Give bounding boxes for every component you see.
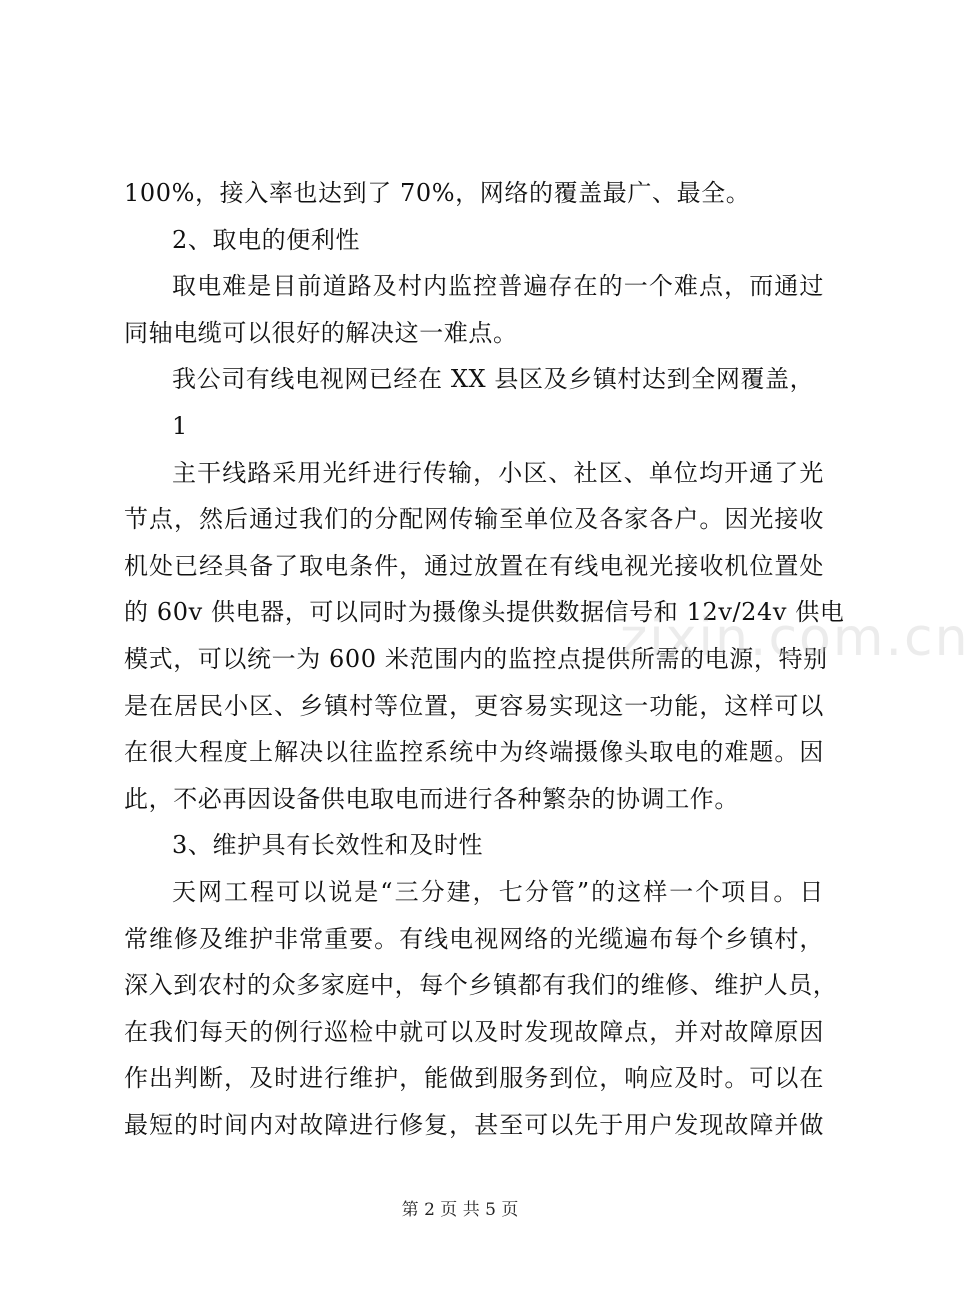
text-line: 在很大程度上解决以往监控系统中为终端摄像头取电的难题。因	[124, 738, 824, 767]
text-line: 我公司有线电视网已经在 XX 县区及乡镇村达到全网覆盖，	[172, 365, 815, 394]
text-line: 深入到农村的众多家庭中，每个乡镇都有我们的维修、维护人员，	[124, 971, 838, 1000]
text-line: 模式，可以统一为 600 米范围内的监控点提供所需的电源，特别	[124, 644, 828, 673]
text-line: 机处已经具备了取电条件，通过放置在有线电视光接收机位置处	[124, 551, 824, 580]
text-line: 的 60v 供电器，可以同时为摄像头提供数据信号和 12v/24v 供电	[124, 598, 845, 627]
text-line: 主干线路采用光纤进行传输，小区、社区、单位均开通了光	[172, 458, 824, 487]
watermark-text: zixin.com.cn	[620, 608, 970, 668]
text-line: 100%，接入率也达到了 70%，网络的覆盖最广、最全。	[124, 179, 751, 207]
page-footer: 第 2 页 共 5 页	[401, 1200, 519, 1220]
text-line: 1	[172, 411, 188, 440]
text-line: 最短的时间内对故障进行修复，甚至可以先于用户发现故障并做	[124, 1110, 824, 1139]
text-line: 作出判断，及时进行维护，能做到服务到位，响应及时。可以在	[124, 1064, 824, 1093]
text-line: 常维修及维护非常重要。有线电视网络的光缆遍布每个乡镇村，	[124, 924, 824, 953]
text-line: 3、维护具有长效性和及时性	[172, 831, 484, 860]
text-line: 2、取电的便利性	[172, 225, 361, 254]
text-line: 天网工程可以说是“三分建，七分管”的这样一个项目。日	[172, 877, 824, 906]
text-line: 取电难是目前道路及村内监控普遍存在的一个难点，而通过	[172, 272, 824, 301]
text-line: 节点，然后通过我们的分配网传输至单位及各家各户。因光接收	[124, 505, 824, 534]
text-line: 在我们每天的例行巡检中就可以及时发现故障点，并对故障原因	[124, 1017, 824, 1046]
text-line: 此，不必再因设备供电取电而进行各种繁杂的协调工作。	[124, 784, 739, 813]
text-line: 同轴电缆可以很好的解决这一难点。	[124, 318, 518, 347]
text-line: 是在居民小区、乡镇村等位置，更容易实现这一功能，这样可以	[124, 691, 824, 720]
